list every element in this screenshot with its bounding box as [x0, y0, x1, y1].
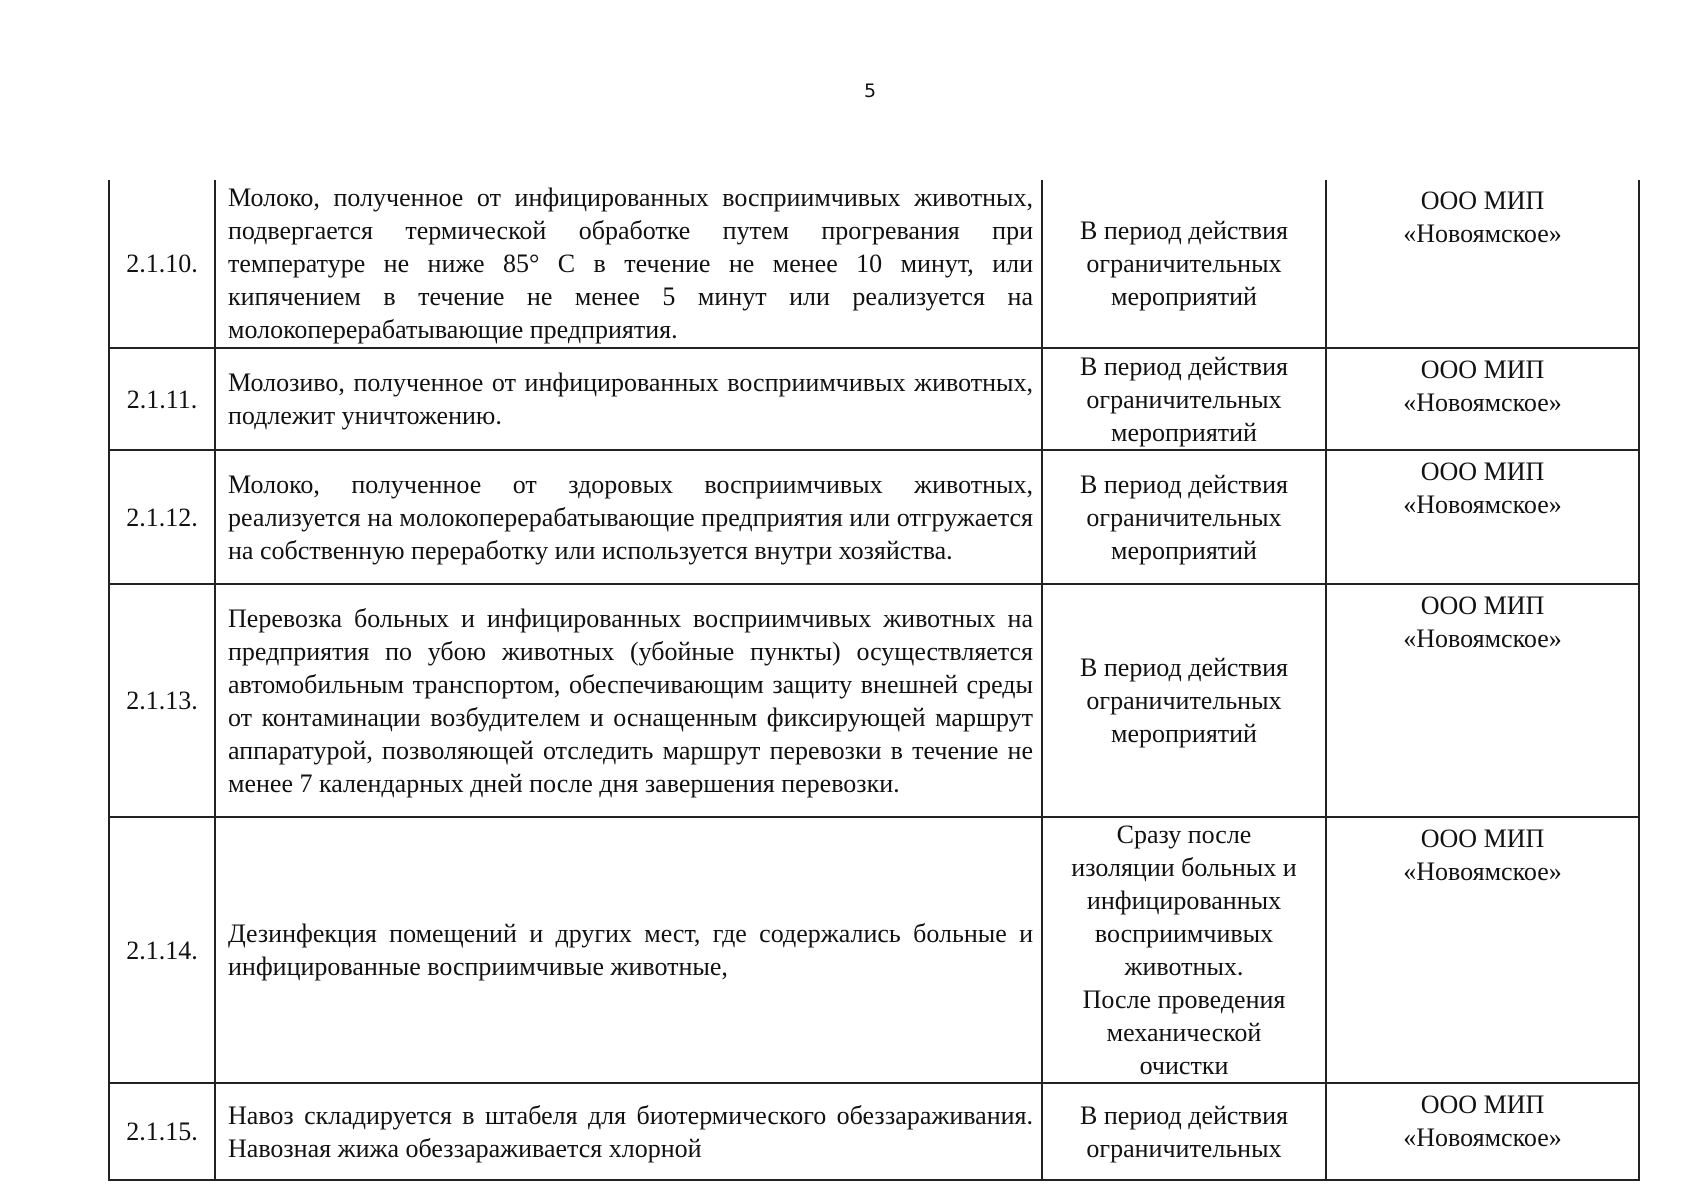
table-row: [109, 450, 1639, 584]
period-line: мероприятий: [1111, 719, 1257, 748]
responsible-line: «Новоямское»: [1403, 388, 1562, 417]
measure-description: Дезинфекция помещений и других мест, где содержались больные и инфицированные восприимчивые животные,: [215, 817, 1042, 1083]
measure-description: Молоко, полученное от инфицированных восприимчивых животных, подвергается термической обработке путем прогревания при температуре не ниже 85° С в течение не менее 10 минут, или кипячением в течение не менее 5 минут или реализуется на молокоперерабатывающие предприятия.: [215, 180, 1042, 348]
responsible-line: «Новоямское»: [1403, 490, 1562, 519]
responsible-line: ООО МИП: [1420, 457, 1545, 486]
period-cell: [1042, 450, 1326, 584]
responsible-cell: [1326, 348, 1639, 450]
period-line: В период действия: [1080, 653, 1288, 682]
period-line: ограничительных: [1086, 502, 1282, 532]
period-line: ограничительных: [1086, 686, 1282, 715]
row-number: 2.1.14.: [109, 817, 215, 1083]
table-row: [109, 584, 1639, 817]
measure-description: Молозиво, полученное от инфицированных восприимчивых животных, подлежит уничтожению.: [215, 348, 1042, 450]
period-cell: [1042, 817, 1326, 1083]
period-cell: [1042, 1083, 1326, 1180]
period-line: В период действия: [1080, 216, 1288, 245]
row-number: 2.1.12.: [109, 450, 215, 584]
period-line: В период действия: [1080, 469, 1288, 499]
period-line: После проведения: [1082, 985, 1286, 1014]
responsible-line: «Новоямское»: [1403, 857, 1562, 886]
responsible-line: «Новоямское»: [1403, 219, 1562, 248]
period-line: мероприятий: [1111, 535, 1257, 565]
period-line: очистки: [1139, 1051, 1229, 1080]
period-line: ограничительных: [1086, 1133, 1282, 1163]
period-line: мероприятий: [1111, 282, 1257, 311]
measure-description: Молоко, полученное от здоровых восприимчивых животных, реализуется на молокоперерабатывающие предприятия или отгружается на собственную переработку или используется внутри хозяйства.: [215, 450, 1042, 584]
measure-description: Перевозка больных и инфицированных восприимчивых животных на предприятия по убою животных (убойные пункты) осуществляется автомобильным транспортом, обеспечивающим защиту внешней среды от контаминации возбудителем и оснащенным фиксирующей маршрут аппаратурой, позволяющей отследить маршрут перевозки в течение не менее 7 календарных дней после дня завершения перевозки.: [215, 584, 1042, 817]
responsible-line: ООО МИП: [1420, 591, 1545, 620]
period-line: восприимчивых: [1094, 919, 1274, 948]
table-row: [109, 1083, 1639, 1180]
period-line: изоляции больных и: [1071, 853, 1297, 882]
period-line: В период действия: [1080, 351, 1288, 381]
period-cell: [1042, 348, 1326, 450]
responsible-line: ООО МИП: [1420, 186, 1545, 215]
responsible-cell: [1326, 584, 1639, 817]
period-line: Сразу после: [1116, 820, 1252, 849]
table-row: [109, 348, 1639, 450]
responsible-line: «Новоямское»: [1403, 1123, 1562, 1152]
responsible-line: «Новоямское»: [1403, 624, 1562, 653]
responsible-cell: [1326, 817, 1639, 1083]
table-row: [109, 180, 1639, 348]
table-row: [109, 817, 1639, 1083]
responsible-line: ООО МИП: [1420, 1090, 1545, 1119]
period-line: В период действия: [1080, 1100, 1288, 1130]
measure-description: Навоз складируется в штабеля для биотермического обеззараживания. Навозная жижа обеззараживается хлорной: [215, 1083, 1042, 1180]
page-number: 5: [863, 80, 877, 102]
period-line: мероприятий: [1111, 417, 1257, 447]
period-cell: [1042, 584, 1326, 817]
period-line: ограничительных: [1086, 249, 1282, 278]
period-line: инфицированных: [1086, 886, 1282, 915]
measures-table: [108, 180, 1640, 1181]
row-number: 2.1.11.: [109, 348, 215, 450]
responsible-cell: [1326, 180, 1639, 348]
row-number: 2.1.13.: [109, 584, 215, 817]
period-line: животных.: [1124, 952, 1244, 981]
period-line: механической: [1106, 1018, 1262, 1047]
responsible-line: ООО МИП: [1420, 355, 1545, 384]
period-cell: [1042, 180, 1326, 348]
responsible-cell: [1326, 450, 1639, 584]
row-number: 2.1.10.: [109, 180, 215, 348]
responsible-line: ООО МИП: [1420, 824, 1545, 853]
period-line: ограничительных: [1086, 384, 1282, 414]
responsible-cell: [1326, 1083, 1639, 1180]
row-number: 2.1.15.: [109, 1083, 215, 1180]
